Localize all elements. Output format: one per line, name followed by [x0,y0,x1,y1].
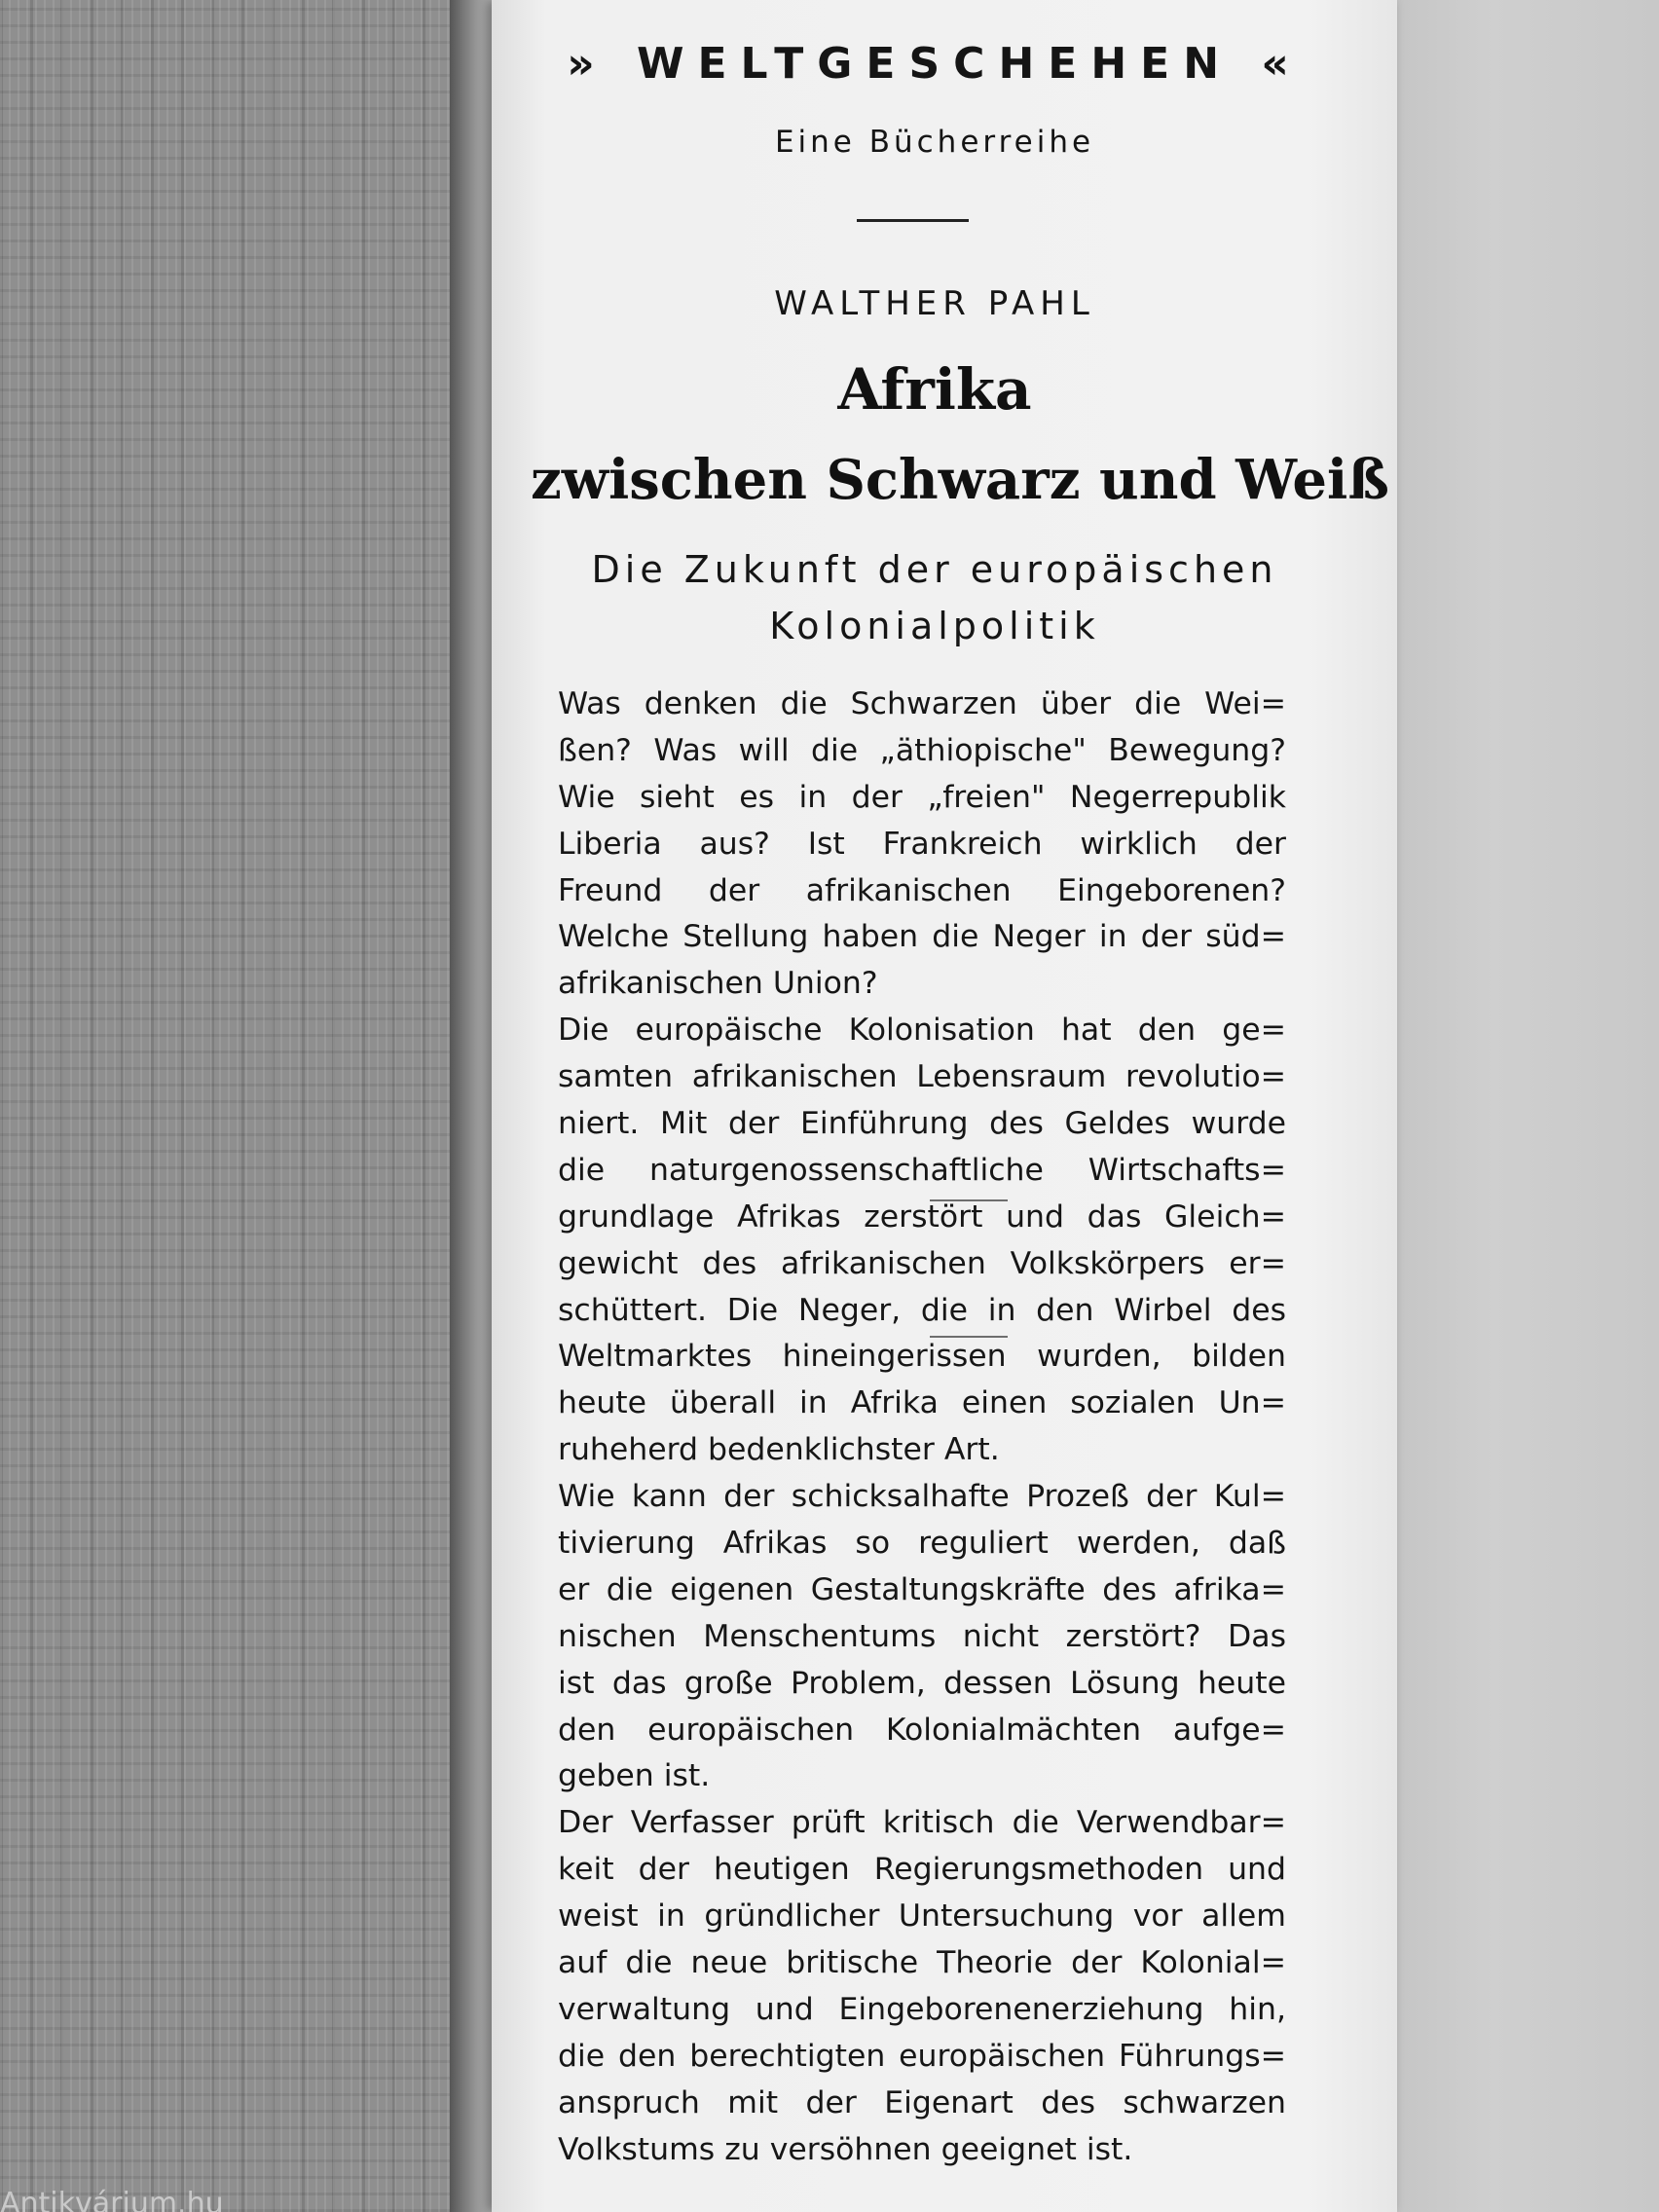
watermark: Antikvárium.hu [0,2187,224,2212]
blurb-line: Volkstums zu versöhnen geeignet ist. [558,2131,1133,2167]
blurb-line: grundlage Afrikas zerstört und das Gleich= [558,1198,1286,1235]
book-title-line1: Afrika [837,356,1032,423]
blurb-line: keit der heutigen Regierungsmethoden und [558,1852,1286,1888]
blurb-line: ßen? Was will die „äthiopische" Bewegung? [558,732,1286,768]
blurb-line: Der Verfasser prüft kritisch die Verwendbar= [558,1805,1286,1841]
blurb-line: gewicht des afrikanischen Volkskörpers er= [558,1245,1286,1281]
blurb-line: Wie kann der schicksalhafte Prozeß der Kul= [558,1479,1286,1515]
blurb-text [558,682,1286,2174]
blurb-line: Liberia aus? Ist Frankreich wirklich der [558,826,1286,862]
blurb-line: nischen Menschentums nicht zerstört? Das [558,1618,1286,1654]
series-title: » WELTGESCHEHEN « [567,39,1303,89]
blurb-line: die den berechtigten europäischen Führungs= [558,2038,1286,2074]
blurb-line: geben ist. [558,1758,711,1794]
back-page [1382,0,1659,2212]
blurb-line: ruheherd bedenklichster Art. [558,1432,1000,1468]
blurb-line: Wie sieht es in der „freien" Negerrepublik [558,779,1286,815]
blurb-line: den europäischen Kolonialmächten aufge= [558,1712,1286,1748]
book-subtitle [550,541,1319,654]
blurb-line: ist das große Problem, dessen Lösung heute [558,1665,1286,1701]
blurb-line: Freund der afrikanischen Eingeborenen? [558,872,1286,908]
blurb-line: schüttert. Die Neger, die in den Wirbel des [558,1292,1286,1328]
blurb-line: auf die neue britische Theorie der Kolonial= [558,1945,1286,1981]
blurb-line: samten afrikanischen Lebensraum revolutio= [558,1059,1286,1095]
blurb-line: tivierung Afrikas so reguliert werden, daß [558,1526,1286,1562]
book-subtitle-line2: Kolonialpolitik [769,605,1100,647]
blurb-line: heute überall in Afrika einen sozialen Un= [558,1385,1286,1421]
blurb-line: niert. Mit der Einführung des Geldes wurde [558,1106,1286,1142]
blurb-line: Was denken die Schwarzen über die Wei= [558,686,1286,721]
series-subtitle: Eine Bücherreihe [774,125,1095,160]
blurb-line: Weltmarktes hineingerissen wurden, bilden [558,1339,1286,1375]
blurb-line: anspruch mit der Eigenart des schwarzen [558,2084,1286,2120]
blurb-line: Die europäische Kolonisation hat den ge= [558,1013,1286,1049]
divider-rule [857,219,969,222]
dust-jacket-flap [492,0,1397,2212]
blurb-line: er die eigenen Gestaltungskräfte des afrika= [558,1571,1286,1607]
author-name: WALTHER PAHL [774,284,1095,323]
blurb-line: verwaltung und Eingeborenenerziehung hin, [558,1991,1286,2027]
cloth-cover-board [0,0,458,2212]
book-title-line2: zwischen Schwarz und Weiß [531,448,1389,512]
book-subtitle-line1: Die Zukunft der europäischen [591,548,1278,591]
book-spine-edge [450,0,497,2212]
blurb-line: Welche Stellung haben die Neger in der süd= [558,919,1286,955]
blurb-line: die naturgenossenschaftliche Wirtschafts= [558,1152,1286,1188]
blurb-line: afrikanischen Union? [558,966,878,1002]
blurb-line: weist in gründlicher Untersuchung vor allem [558,1899,1286,1935]
